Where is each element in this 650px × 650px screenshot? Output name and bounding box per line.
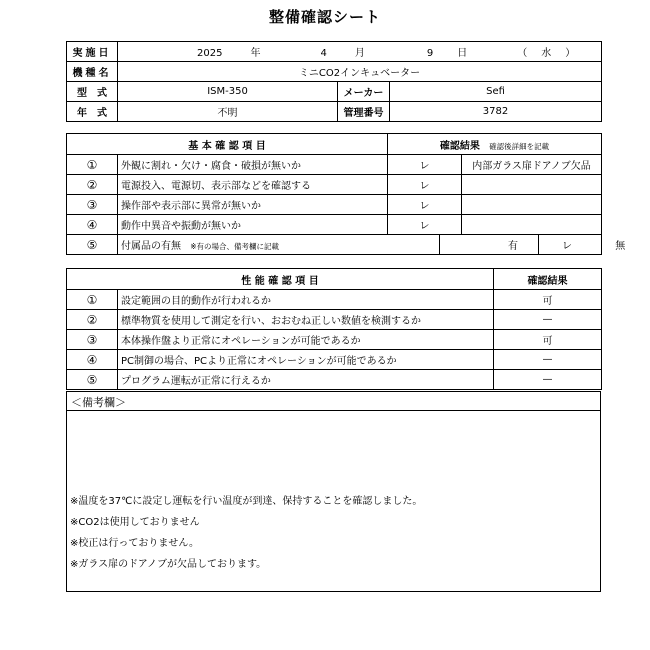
- date-day-unit: 日: [457, 48, 468, 59]
- basic-item-number: ①: [67, 155, 118, 175]
- accessory-yes-cell: [440, 235, 539, 255]
- year-label: 年 式: [67, 102, 118, 122]
- basic-item-detail: 内部ガラス扉ドアノブ欠品: [462, 155, 602, 175]
- perf-result-header: 確認結果: [494, 269, 602, 290]
- perf-item-number: ④: [67, 350, 118, 370]
- perf-item-text: PC制御の場合、PCより正常にオペレーションが可能であるか: [118, 350, 494, 370]
- remarks-note: ※ガラス扉のドアノブが欠品しております。: [70, 559, 267, 570]
- type-value: ISM-350: [118, 82, 338, 102]
- accessory-no: 無: [615, 241, 626, 252]
- model-label: 機種名: [67, 62, 118, 82]
- date-month-unit: 月: [354, 48, 365, 59]
- basic-item-check: レ: [388, 155, 462, 175]
- remarks-note: ※校正は行っておりません。: [70, 538, 199, 549]
- date-label: 実施日: [67, 42, 118, 62]
- weekday-open: （: [517, 48, 528, 59]
- accessory-check: レ: [562, 241, 573, 252]
- basic-item-detail: [462, 175, 602, 195]
- perf-item-number: ⑤: [67, 370, 118, 390]
- perf-item-text: プログラム運転が正常に行えるか: [118, 370, 494, 390]
- date-year-unit: 年: [250, 48, 261, 59]
- basic-item-text: 動作中異音や振動が無いか: [118, 215, 388, 235]
- mgmt-label: 管理番号: [338, 102, 390, 122]
- accessory-yes: 有: [508, 241, 519, 252]
- model-value: ミニCO2インキュベーター: [118, 62, 602, 82]
- basic-item-number: ④: [67, 215, 118, 235]
- perf-item-number: ②: [67, 310, 118, 330]
- basic-item-check: レ: [388, 215, 462, 235]
- basic-item-check: レ: [388, 195, 462, 215]
- mgmt-value: 3782: [390, 102, 602, 122]
- perf-item-text: 本体操作盤より正常にオペレーションが可能であるか: [118, 330, 494, 350]
- basic-item-number: ②: [67, 175, 118, 195]
- weekday: 水: [541, 48, 552, 59]
- perf-item-result: —: [494, 350, 602, 370]
- date-year: 2025: [197, 48, 223, 59]
- basic-item-text: 操作部や表示部に異常が無いか: [118, 195, 388, 215]
- perf-item-number: ①: [67, 290, 118, 310]
- perf-item-text: 標準物質を使用して測定を行い、おおむね正しい数値を検測するか: [118, 310, 494, 330]
- page-title: 整備確認シート: [268, 8, 381, 26]
- maker-value: Sefi: [390, 82, 602, 102]
- accessory-note: ※有の場合、備考欄に記載: [190, 242, 279, 251]
- remarks-note: ※温度を37℃に設定し運転を行い温度が到達、保持することを確認しました。: [70, 496, 423, 507]
- remarks-note: ※CO2は使用しておりません: [70, 517, 200, 528]
- accessory-no-cell: [539, 235, 626, 255]
- accessory-text: [118, 235, 440, 255]
- accessory-label: 付属品の有無: [121, 241, 181, 252]
- basic-item-text: 電源投入、電源切、表示部などを確認する: [118, 175, 388, 195]
- basic-result-title: 確認結果: [439, 140, 480, 152]
- maker-label: メーカー: [338, 82, 390, 102]
- basic-item-check: レ: [388, 175, 462, 195]
- remarks-box: [66, 391, 601, 592]
- basic-header: 基 本 確 認 項 目: [67, 134, 388, 155]
- type-label: 型 式: [67, 82, 118, 102]
- date-day: 9: [426, 48, 434, 59]
- perf-item-result: —: [494, 310, 602, 330]
- perf-item-result: 可: [494, 290, 602, 310]
- basic-item-detail: [462, 215, 602, 235]
- basic-item-text: 外観に割れ・欠け・腐食・破損が無いか: [118, 155, 388, 175]
- remarks-title: ＜備考欄＞: [71, 396, 126, 409]
- date-value: [118, 42, 602, 62]
- info-table: [66, 41, 602, 122]
- year-value: 不明: [118, 102, 338, 122]
- perf-item-result: —: [494, 370, 602, 390]
- basic-item-detail: [462, 195, 602, 215]
- basic-result-note: 確認後詳細を記載: [489, 141, 550, 151]
- performance-check-table: [66, 268, 602, 390]
- weekday-close: ）: [565, 48, 576, 59]
- perf-item-result: 可: [494, 330, 602, 350]
- date-month: 4: [320, 48, 327, 59]
- basic-check-table: [66, 133, 626, 255]
- perf-item-number: ③: [67, 330, 118, 350]
- remarks-divider: [67, 410, 600, 411]
- basic-item-number: ③: [67, 195, 118, 215]
- perf-header: 性 能 確 認 項 目: [67, 269, 494, 290]
- perf-item-text: 設定範囲の目的動作が行われるか: [118, 290, 494, 310]
- accessory-number: ⑤: [67, 235, 118, 255]
- basic-result-header: [388, 134, 602, 155]
